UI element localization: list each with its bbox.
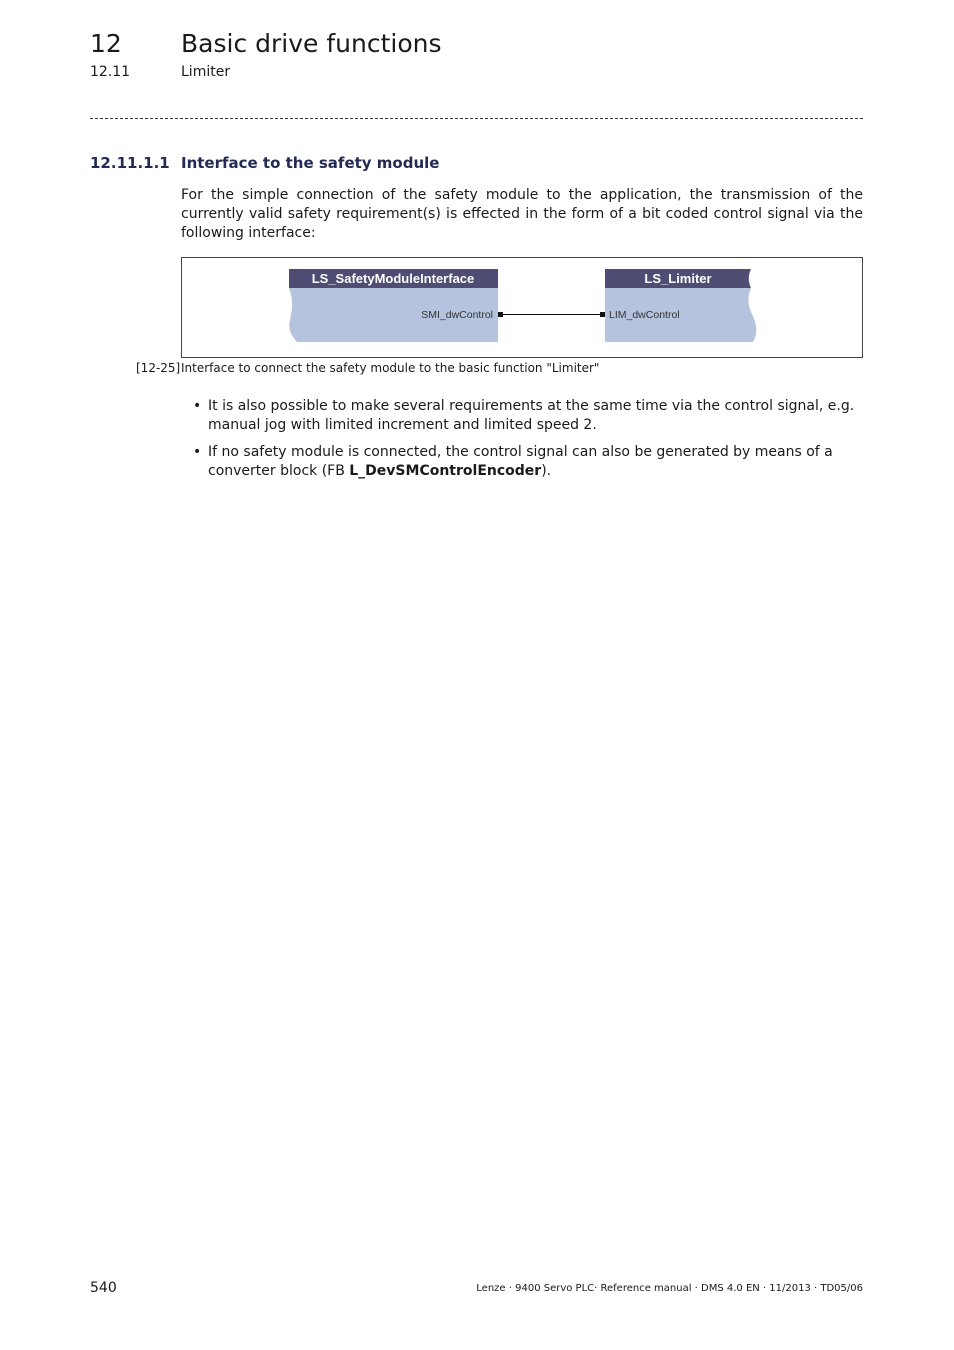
- subsection-title: Interface to the safety module: [181, 154, 440, 172]
- bullet-text: It is also possible to make several requirements at the same time via the control signal, e.g. manual jog with limited increment and limited speed 2.: [208, 398, 855, 433]
- safety-module-block-title: LS_SafetyModuleInterface: [311, 271, 475, 286]
- page-number: 540: [90, 1280, 117, 1296]
- lim-dwcontrol-port-label: LIM_dwControl: [609, 309, 680, 321]
- interface-figure: [181, 257, 863, 358]
- chapter-number: 12: [90, 29, 122, 58]
- bullet-text-before: If no safety module is connected, the control signal can also be generated by means of a converter block (FB: [208, 444, 833, 479]
- lim-dwcontrol-port: [600, 312, 605, 317]
- bullet-marker: •: [193, 398, 202, 414]
- bullet-text-after: ).: [541, 463, 552, 479]
- bullet-marker: •: [193, 444, 202, 460]
- limiter-block-title: LS_Limiter: [644, 271, 712, 286]
- smi-dwcontrol-port-label: SMI_dwControl: [421, 309, 493, 321]
- section-number: 12.11: [90, 64, 131, 80]
- list-item: [193, 443, 863, 481]
- subsection-number: 12.11.1.1: [90, 154, 170, 172]
- section-title: Limiter: [181, 64, 231, 80]
- figure-reference: [12-25]: [136, 361, 181, 375]
- chapter-title: Basic drive functions: [181, 29, 442, 58]
- function-block-name: L_DevSMControlEncoder: [349, 463, 542, 479]
- bullet-list: [193, 397, 863, 489]
- intro-paragraph: For the simple connection of the safety module to the application, the transmission of the currently valid safety requirement(s) is effected in the form of a bit coded control signal via the following interface:: [181, 187, 863, 241]
- header-divider: [90, 118, 863, 119]
- footer-text: Lenze · 9400 Servo PLC· Reference manual · DMS 4.0 EN · 11/2013 · TD05/06: [476, 1283, 863, 1294]
- interface-diagram: [182, 258, 864, 359]
- smi-dwcontrol-port: [498, 312, 503, 317]
- figure-caption: Interface to connect the safety module to the basic function "Limiter": [181, 361, 600, 375]
- list-item: [193, 397, 863, 435]
